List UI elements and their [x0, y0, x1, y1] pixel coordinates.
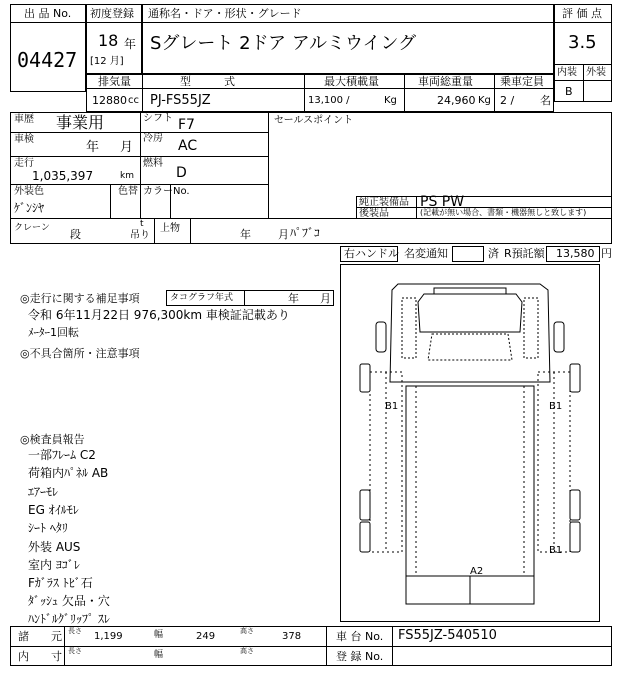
crane-ton: t — [140, 219, 144, 229]
vehicle-name-label: 通称名・ドア・形状・グレード — [148, 7, 302, 20]
recycle-label: R預託額 — [504, 247, 545, 260]
recycle-flag: 済 — [488, 247, 499, 260]
interior-width-label: 幅 — [154, 650, 164, 660]
model-label: 型 式 — [180, 75, 235, 88]
mileage-label: 走行 — [14, 158, 34, 169]
tacho-label: タコグラフ年式 — [170, 293, 234, 303]
displacement-label: 排気量 — [98, 75, 131, 88]
chassis-number: FS55JZ-540510 — [398, 628, 497, 643]
name-change-box — [452, 246, 484, 262]
tacho-year: 年 — [288, 292, 299, 305]
width-label: 幅 — [154, 630, 164, 640]
report-item: ｼｰﾄ ﾍﾀﾘ — [28, 521, 68, 535]
exterior-grade-label: 外装 — [586, 67, 606, 78]
interior-grade: B — [565, 85, 573, 98]
history-label: 車歴 — [14, 114, 34, 125]
upper-label: 上物 — [160, 223, 180, 234]
shift-label: シフト — [143, 113, 173, 124]
color-label: 外装色 — [14, 186, 44, 197]
report-item: 一部ﾌﾚｰﾑ C2 — [28, 448, 96, 462]
history-value: 事業用 — [56, 113, 105, 132]
first-reg-month: [12 月] — [90, 56, 124, 67]
equipment-label: 純正装備品 — [359, 197, 409, 208]
report-item: EG ｵｲﾙﾓﾚ — [28, 503, 79, 517]
supplement-label: ◎走行に関する補足事項 — [20, 292, 140, 305]
max-load-unit: Kg — [384, 95, 397, 106]
gross-weight-value: 24,960 — [437, 94, 476, 107]
max-load-label: 最大積載量 — [324, 75, 379, 88]
reg-no-label: 登 録 No. — [336, 650, 384, 663]
vehicle-name: Sグレート 2ドア アルミウイング — [150, 33, 417, 54]
interior-dims-label: 内 寸 — [18, 650, 62, 663]
crane-hoist: 吊り — [130, 230, 150, 241]
color-code-label: カラーNo. — [143, 186, 190, 197]
report-item: 室内 ﾖｺﾞﾚ — [28, 558, 80, 572]
upper-value: ﾊﾟﾌﾞｺ — [290, 226, 321, 240]
displacement-unit: cc — [128, 95, 139, 106]
shift-value: F7 — [178, 117, 195, 133]
upper-year: 年 — [240, 228, 251, 241]
mileage-value: 1,035,397 — [32, 169, 94, 183]
interior-grade-label: 内装 — [557, 67, 577, 78]
first-reg-label: 初度登録 — [90, 7, 134, 20]
aftermarket-note: (記載が無い場合、書類・機器無しと致します) — [420, 208, 587, 217]
report-item: 外装 AUS — [28, 540, 81, 554]
supplement-line-2: ﾒｰﾀｰ1回転 — [28, 326, 79, 339]
inspection-label: 車検 — [14, 134, 34, 145]
crane-label: クレーン — [14, 223, 50, 233]
color-change-label: 色替 — [118, 186, 138, 197]
gross-weight-unit: Kg — [478, 95, 491, 106]
tacho-month: 月 — [320, 292, 331, 305]
supplement-line-1: 令和 6年11月22日 976,300km 車検証記載あり — [28, 308, 290, 322]
report-item: 荷箱内ﾊﾟﾈﾙ AB — [28, 466, 109, 480]
damage-mark-rear: A2 — [470, 566, 484, 577]
height-label: 高さ — [240, 627, 254, 635]
inspector-label: ◎検査員報告 — [20, 433, 85, 446]
mileage-unit: km — [120, 171, 134, 181]
yen-unit: 円 — [601, 247, 612, 260]
interior-length-label: 長さ — [68, 647, 82, 655]
lot-number: 04427 — [17, 48, 78, 72]
damage-mark-right-rear: B1 — [549, 545, 563, 556]
aftermarket-label: 後装品 — [359, 208, 389, 219]
gross-weight-label: 車両総重量 — [418, 75, 473, 88]
inspection-month-unit: 月 — [120, 140, 134, 155]
model-value: PJ-FS55JZ — [150, 93, 211, 108]
steering-value: 右ハンドル — [344, 247, 399, 260]
upper-month: 月 — [278, 228, 289, 241]
length-value: 1,199 — [94, 631, 123, 642]
recycle-amount: 13,580 — [556, 247, 595, 260]
inspection-year-unit: 年 — [86, 140, 100, 155]
damage-mark-right: B1 — [549, 401, 563, 412]
chassis-label: 車 台 No. — [336, 630, 384, 643]
color-value: ｹﾞﾝｼﾔ — [14, 201, 45, 215]
damage-mark-left: B1 — [385, 401, 399, 412]
ac-value: AC — [178, 138, 198, 154]
report-item: ｴｱｰﾓﾚ — [28, 485, 59, 499]
fuel-label: 燃料 — [143, 158, 163, 169]
grade-value: 3.5 — [568, 32, 597, 53]
capacity-label: 乗車定員 — [500, 75, 544, 88]
capacity-unit: 名 — [540, 94, 551, 107]
max-load-value: 13,100 / — [308, 95, 350, 106]
defects-label: ◎不具合箇所・注意事項 — [20, 347, 140, 360]
capacity-value: 2 / — [500, 94, 515, 107]
sales-point-label: セールスポイント — [274, 115, 354, 126]
report-item: ﾀﾞｯｼｭ 欠品・穴 — [28, 594, 110, 608]
first-reg-year-unit: 年 — [124, 37, 137, 51]
grade-label: 評 価 点 — [562, 7, 602, 20]
displacement-value: 12880 — [92, 94, 127, 107]
width-value: 249 — [196, 631, 216, 642]
lot-label: 出 品 No. — [24, 7, 72, 20]
report-item: Fｶﾞﾗｽ ﾄﾋﾞ石 — [28, 576, 93, 590]
equipment-value: PS PW — [420, 194, 465, 210]
fuel-value: D — [176, 165, 187, 181]
first-reg-year: 18 — [98, 31, 119, 50]
ac-label: 冷房 — [143, 133, 163, 144]
interior-height-label: 高さ — [240, 647, 254, 655]
report-item: ﾊﾝﾄﾞﾙｸﾞﾘｯﾌﾟ ｽﾚ — [28, 612, 110, 626]
length-label: 長さ — [68, 627, 82, 635]
dims-label: 諸 元 — [18, 630, 62, 643]
crane-stage: 段 — [70, 228, 81, 241]
name-change-label: 名変通知 — [404, 247, 448, 260]
height-value: 378 — [282, 631, 302, 642]
